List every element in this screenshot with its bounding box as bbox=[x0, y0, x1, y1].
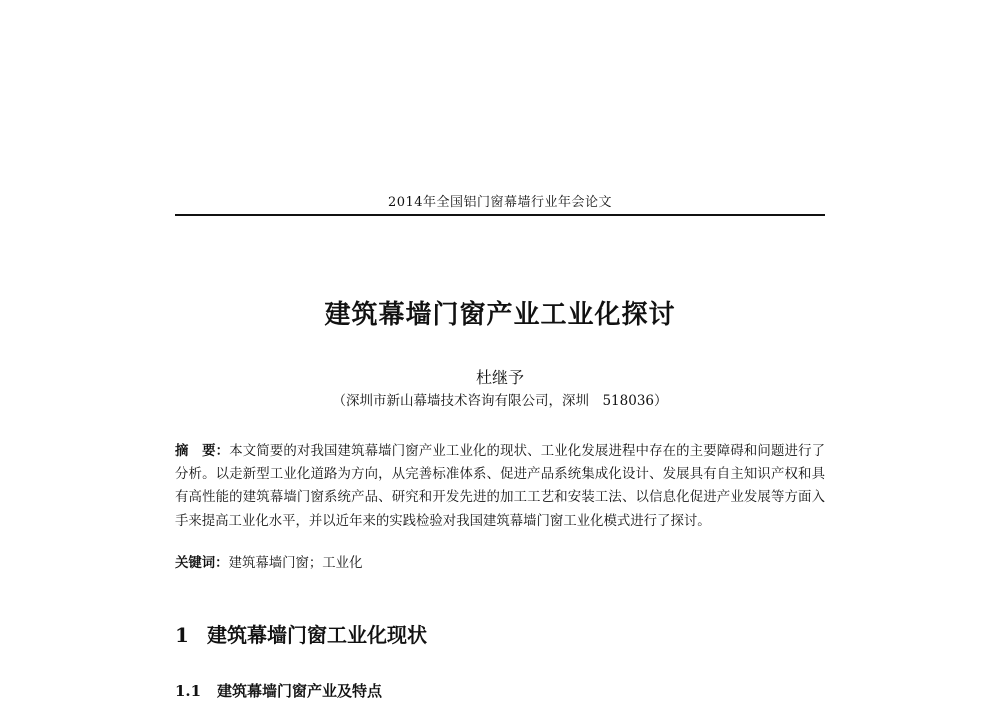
abstract-label: 摘 要： bbox=[175, 444, 230, 459]
author-name: 杜继予 bbox=[475, 368, 524, 387]
subsection-heading bbox=[175, 680, 825, 701]
keywords-text: 建筑幕墙门窗；工业化 bbox=[228, 556, 363, 571]
header-rule bbox=[175, 214, 825, 216]
abstract-text: 本文简要的对我国建筑幕墙门窗产业工业化的现状、工业化发展进程中存在的主要障碍和问题进行了分析。以走新型工业化道路为方向，从完善标准体系、促进产品系统集成化设计、发展具有自主知识产权和具有高性能的建筑幕墙门窗系统产品、研究和开发先进的加工工艺和安装工法、以信息化促进产业发展等方面入手来提高工业化水平，并以近年来的实践检验对我国建筑幕墙门窗工业化模式进行了探讨。 bbox=[175, 444, 826, 529]
keywords-label: 关键词： bbox=[175, 556, 229, 571]
section-title: 建筑幕墙门窗工业化现状 bbox=[207, 623, 427, 647]
abstract bbox=[175, 440, 825, 533]
keywords bbox=[175, 552, 825, 571]
section-number: 1 bbox=[175, 623, 189, 647]
running-header: 2014年全国铝门窗幕墙行业年会论文 bbox=[387, 195, 613, 210]
section-heading bbox=[175, 619, 825, 648]
author-affiliation: （深圳市新山幕墙技术咨询有限公司，深圳 518036） bbox=[332, 393, 668, 409]
subsection-title: 建筑幕墙门窗产业及特点 bbox=[217, 682, 383, 700]
paper-title: 建筑幕墙门窗产业工业化探讨 bbox=[324, 300, 676, 330]
subsection-number: 1.1 bbox=[175, 682, 202, 700]
